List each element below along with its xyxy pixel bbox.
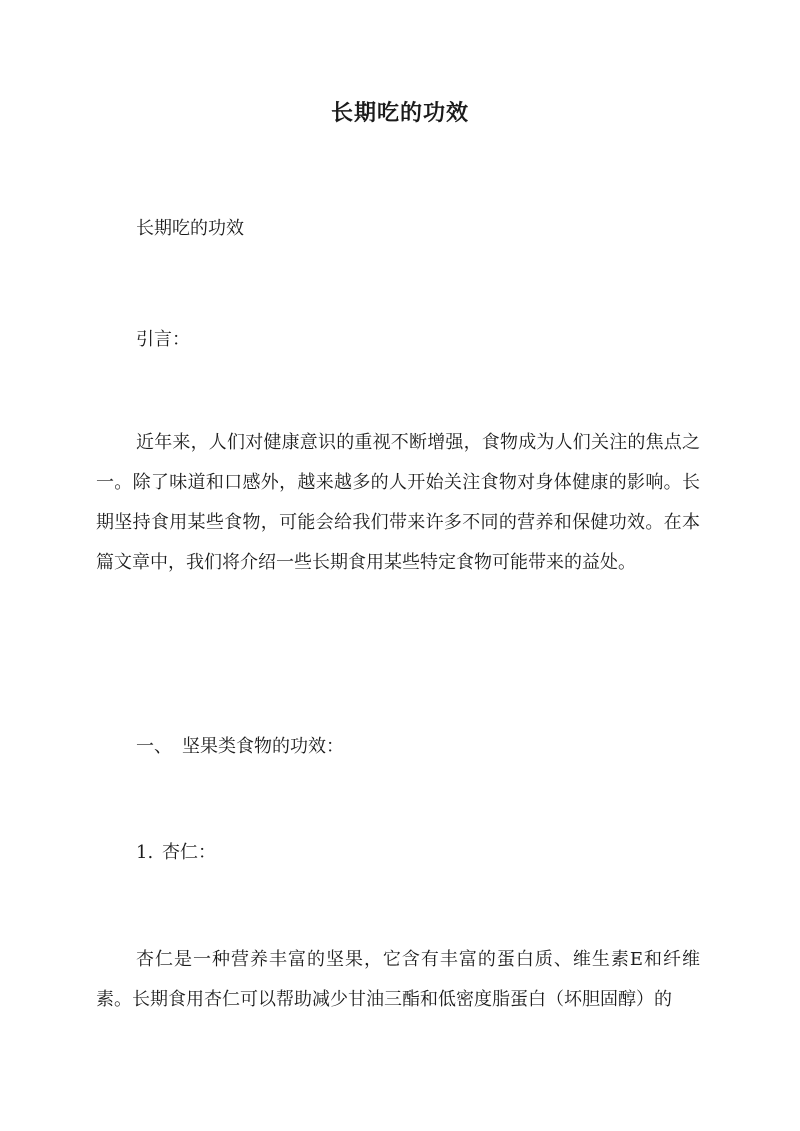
item-number: 1. [136,842,154,863]
document-subtitle: 长期吃的功效 [136,218,244,239]
item-heading-text: 杏仁： [162,842,216,863]
section-heading [136,732,344,762]
document-title: 长期吃的功效 [330,100,469,126]
section-number: 一、 [136,736,172,757]
intro-paragraph: 近年来，人们对健康意识的重视不断增强，食物成为人们关注的焦点之一。除了味道和口感外，越来越多的人开始关注食物对身体健康的影响。长期坚持食用某些食物，可能会给我们带来许多不同的营养和保健功效。在本篇文章中，我们将介绍一些长期食用某些特定食物可能带来的益处。 [96,432,700,573]
item-paragraph: 杏仁是一种营养丰富的坚果，它含有丰富的蛋白质、维生素E和纤维素。长期食用杏仁可以帮助减少甘油三酯和低密度脂蛋白（坏胆固醇）的 [96,949,700,1010]
item-heading [136,838,216,868]
section-heading-text: 坚果类食物的功效： [182,736,344,757]
intro-heading: 引言： [136,329,190,350]
